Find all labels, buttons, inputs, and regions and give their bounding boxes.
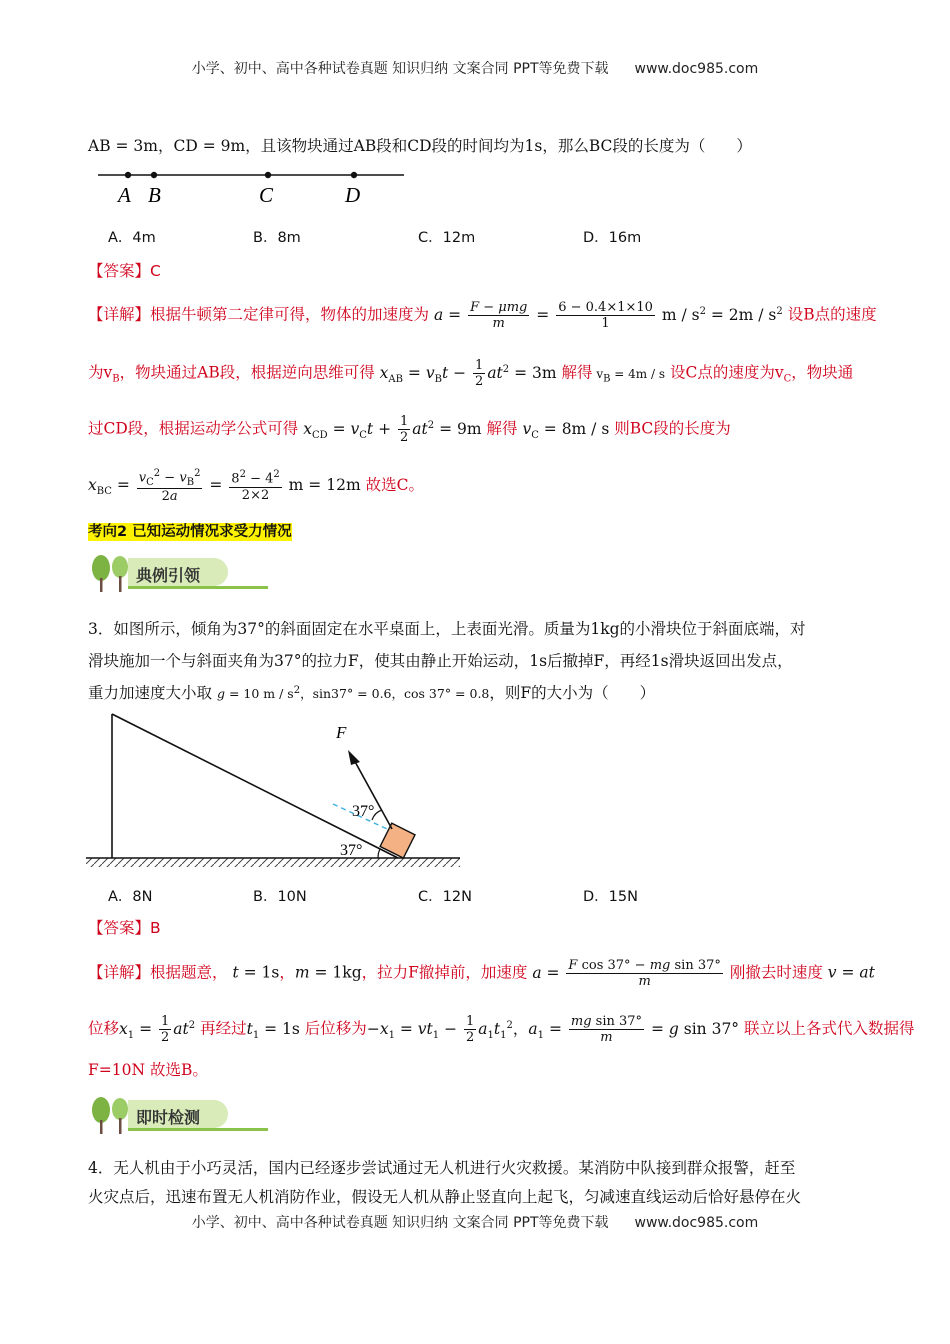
angle-label-top: 37° [352,803,375,820]
number-line-figure [96,162,408,212]
q3-answer: 【答案】B [88,919,161,937]
page-footer [0,1212,950,1232]
ground-hatch [86,858,460,867]
q3-detail-line-2: 位移$x_1$ = $\frac{1}{2}$ $at^2$ 再经过$t_1 = 1s$ 后位移为$-x_1 = vt_1$ − $\frac{1}{2}$ $a_1t_1^2$，$a_1$ = $\frac{\text{mg sin 37°}}{m}$ = g sin 37° 联立以上各式代入数据得 [88,1014,915,1045]
footer-text: 小学、初中、高中各种试卷真题 知识归纳 文案合同 PPT等免费下载 [191,1215,609,1231]
q3-answer-value: B [150,919,161,937]
force-arrowhead [348,750,360,765]
header-text: 小学、初中、高中各种试卷真题 知识归纳 文案合同 PPT等免费下载 [191,61,609,77]
point-a-label: A [118,183,131,207]
footer-url[interactable]: www.doc985.com [634,1215,759,1231]
point-b-label: B [148,183,161,207]
q3-line-1: 3．如图所示，倾角为37°的斜面固定在水平桌面上，上表面光滑。质量为1kg的小滑块位于斜面底端，对 [88,620,806,638]
tree-icon [88,554,134,594]
q2-option-a[interactable]: A．4m [108,230,156,246]
q2-answer: 【答案】C [88,262,161,280]
q2-detail-line-2: 为$v_B$，物块通过AB段，根据逆向思维可得 $x_{AB} = v_Bt$ − $\frac{1}{2}$ $at^2 = 3m$ 解得 $v_B = 4m / s$ 设C点的速度为$v_C$，物块通 [88,358,854,389]
incline-surface [112,714,398,858]
q2-option-b[interactable]: B．8m [253,230,301,246]
angle-arc-bottom [378,849,380,858]
q3-option-c[interactable]: C．12N [418,889,472,905]
q3-option-a[interactable]: A．8N [108,889,153,905]
q2-stem: AB = 3m，CD = 9m，且该物块通过AB段和CD段的时间均为1s，那么BC段的长度为（ ） [88,137,752,155]
tree-icon [88,1096,134,1136]
q2-option-d[interactable]: D．16m [583,230,642,246]
q3-option-b[interactable]: B．10N [253,889,307,905]
q2-detail-line-4: $x_{BC}$ = $\frac{v_C^2 - v_B^2}{2a}$ = $\frac{8^2 - 4^2}{2\times 2}$ m = 12m 故选C。 [88,468,424,504]
q2-detail-line-3: 过CD段，根据运动学公式可得 $x_{CD} = v_Ct$ + $\frac{1}{2}$ $at^2 = 9m$ 解得 $v_C = 8m / s$ 则BC段的长度为 [88,414,731,445]
page-header [0,58,950,78]
q3-detail-line-3: F=10N 故选B。 [88,1061,208,1079]
q4-line-1: 4．无人机由于小巧灵活，国内已经逐步尝试通过无人机进行火灾救援。某消防中队接到群众报警，赶至 [88,1159,796,1177]
angle-label-bottom: 37° [340,842,363,859]
point-b-dot [151,172,157,178]
q3-line-3: 重力加速度大小取 g = 10 m / $s^2$，sin37° = 0.6，cos 37° = 0.8，则F的大小为（ ） [88,684,656,702]
point-d-label: D [345,183,361,207]
point-c-dot [265,172,271,178]
q3-detail-line-1: 【详解】根据题意， t = 1s，m = 1kg，拉力F撤掉前，加速度 a = $\frac{\text{F cos 37° − mg sin 37°}}{m}$ 刚撤去时速度 v = at [88,958,875,989]
point-d-dot [351,172,357,178]
q4-line-2: 火灾点后，迅速布置无人机消防作业，假设无人机从静止竖直向上起飞，匀减速直线运动后恰好悬停在火 [88,1188,802,1206]
header-url[interactable]: www.doc985.com [634,61,759,77]
q2-option-c[interactable]: C．12m [418,230,476,246]
q3-line-2: 滑块施加一个与斜面夹角为37°的拉力F，使其由静止开始运动，1s后撤掉F，再经1s滑块返回出发点， [88,652,793,670]
point-c-label: C [259,183,274,207]
force-label: F [336,723,347,742]
q3-option-d[interactable]: D．15N [583,889,638,905]
banner-jishi: 即时检测 [88,1096,238,1136]
q2-answer-value: C [150,262,161,280]
incline-figure [86,712,466,872]
point-a-dot [125,172,131,178]
banner-dianli: 典例引领 [88,554,238,594]
q2-detail-line-1: 【详解】根据牛顿第二定律可得，物体的加速度为 a = $\frac{\text{F − μmg}}{m}$ = $\frac{6 - 0.4\times 1\times 10}{1}$ $m / s^2 = 2m / s^2$ 设B点的速度 [88,300,877,331]
section-title: 考向2 已知运动情况求受力情况 [88,524,292,540]
